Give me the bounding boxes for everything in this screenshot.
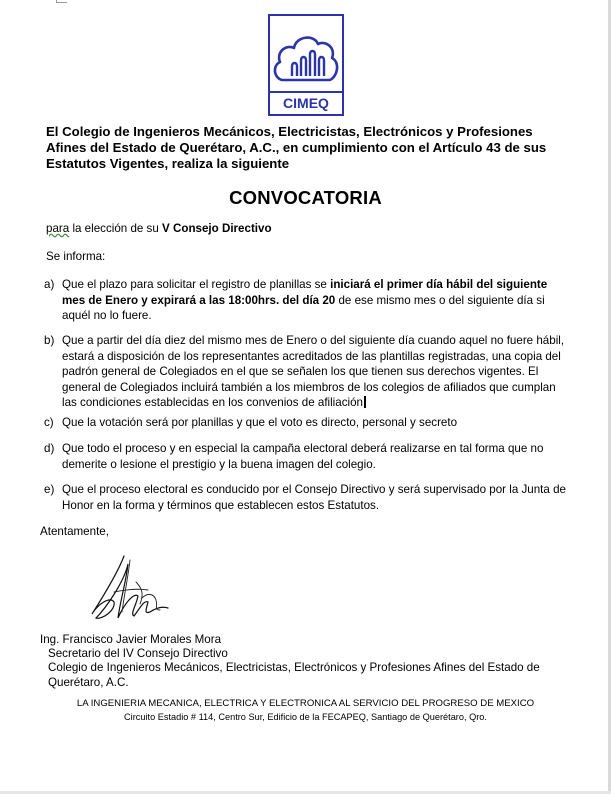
list-item-letter: c)	[44, 416, 54, 429]
item-a-bold: iniciará el primer día hábil del siguiente mes de Enero y expirará a las 18:00hrs. del día 20	[62, 278, 548, 307]
footer-address: Circuito Estadio # 114, Centro Sur, Edificio de la FECAPEQ, Santiago de Querétaro, Qro.	[124, 712, 487, 722]
list-item-letter: b)	[44, 334, 55, 347]
margin-corner-mark	[56, 0, 67, 3]
signer-organization: Colegio de Ingenieros Mecánicos, Electricistas, Electrónicos y Profesiones Afines del Estado de Querétaro, A.C.	[48, 661, 540, 689]
item-a-part2: de ese mismo mes o del siguiente día si aquél no lo fuere.	[62, 293, 545, 322]
closing-salutation: Atentamente,	[40, 525, 109, 538]
item-b-text: Que a partir del día diez del mismo mes de Enero o del siguiente día cuando aquel no fuere hábil, estará a disposición de los representantes acreditados de las plantillas registradas, una copia del padrón general de Colegiados en el que se señalen los que tienen sus derechos vigentes. El general de Colegiados incluirá también a los miembros de los colegios de afiliados que cumplan las condiciones establecidas en los convenios de afiliación	[62, 334, 565, 409]
list-item-text: Que todo el proceso y en especial la campaña electoral deberá realizarse en tal forma que no demerite o lesione el prestigio y la buena imagen del colegio.	[62, 442, 544, 471]
inform-label: Se informa:	[46, 250, 106, 263]
list-item-letter: e)	[44, 483, 55, 496]
cimeq-logo-icon	[268, 14, 344, 116]
subtitle-bold: V Consejo Directivo	[162, 222, 272, 235]
list-item-letter: a)	[44, 278, 55, 291]
list-item-text	[62, 333, 572, 411]
list-item-text: Que el proceso electoral es conducido por el Consejo Directivo y será supervisado por la Junta de Honor en la forma y términos que establecen estos Estatutos.	[62, 483, 566, 512]
signer-name: Ing. Francisco Javier Morales Mora	[40, 633, 222, 646]
subtitle	[46, 222, 272, 235]
page-title: CONVOCATORIA	[229, 187, 382, 208]
subtitle-lead-word: para	[46, 222, 70, 235]
item-a-part1: Que el plazo para solicitar el registro de planillas se	[62, 278, 331, 291]
list-item-text: Que la votación será por planillas y que el voto es directo, personal y secreto	[62, 416, 458, 429]
intro-paragraph: El Colegio de Ingenieros Mecánicos, Electricistas, Electrónicos y Profesiones Afines del Estado de Querétaro, A.C., en cumplimiento con el Artículo 43 de sus Estatutos Vigentes, realiza la siguiente	[46, 124, 547, 171]
signature-icon	[84, 552, 180, 632]
text-cursor	[364, 396, 366, 408]
footer-motto: LA INGENIERIA MECANICA, ELECTRICA Y ELECTRONICA AL SERVICIO DEL PROGRESO DE MEXICO	[76, 698, 535, 709]
signer-role: Secretario del IV Consejo Directivo	[48, 647, 228, 660]
subtitle-text: la elección de su	[69, 222, 163, 235]
list-item-text	[62, 277, 572, 324]
logo-text: CIMEQ	[283, 95, 329, 111]
list-item-letter: d)	[44, 442, 55, 455]
